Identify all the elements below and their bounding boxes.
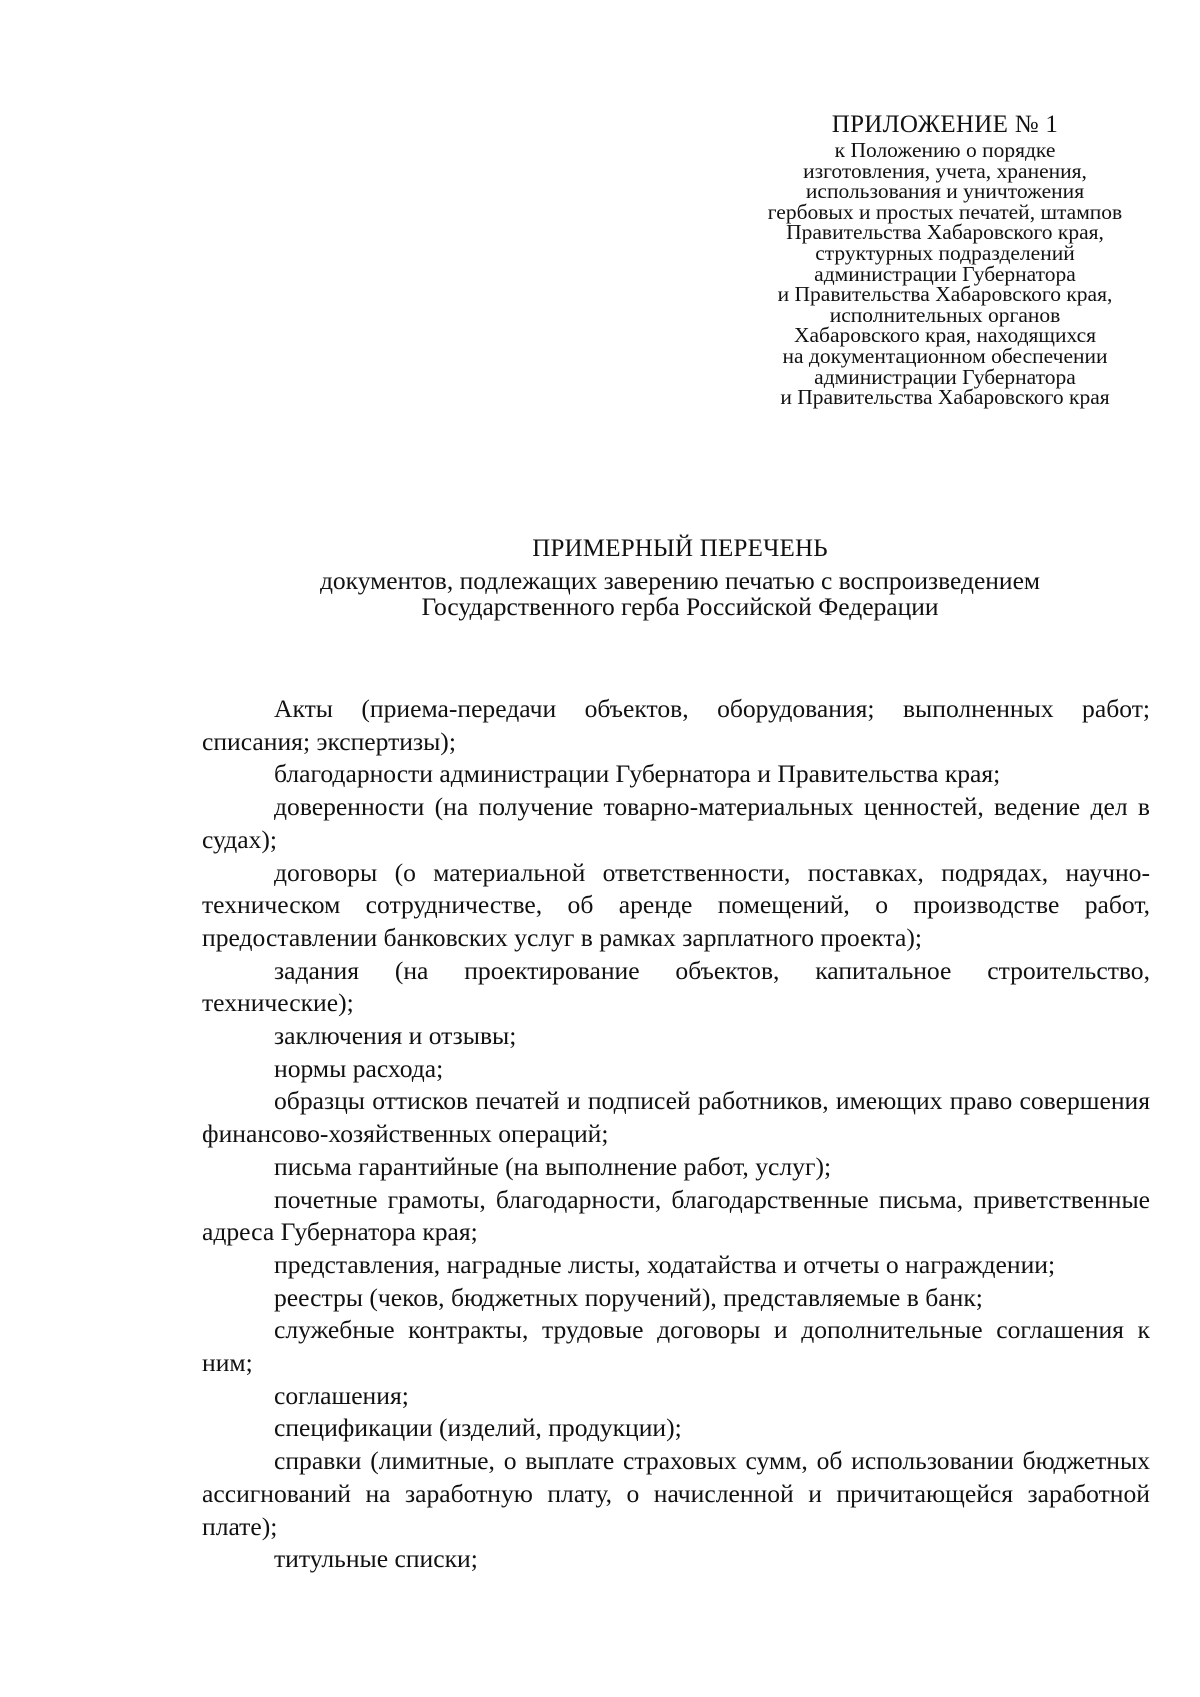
list-item: благодарности администрации Губернатора и Правительства края;: [274, 759, 1001, 789]
list-item: представления, наградные листы, ходатайства и отчеты о награждении;: [274, 1249, 1056, 1279]
document-subtitle: [0, 568, 1200, 620]
appendix-line: и Правительства Хабаровского края: [780, 385, 1110, 410]
list-item: почетные грамоты, благодарности, благодарственные письма, приветственные адреса Губернатора края;: [202, 1184, 1150, 1247]
appendix-line: гербовых и простых печатей, штампов: [767, 199, 1123, 224]
document-list: [202, 693, 1150, 1576]
list-item: доверенности (на получение товарно-материальных ценностей, ведение дел в судах);: [202, 792, 1150, 854]
appendix-line: к Положению о порядке: [834, 138, 1056, 162]
appendix-line: на документационном обеспечении: [782, 343, 1108, 368]
list-item: спецификации (изделий, продукции);: [274, 1413, 682, 1443]
list-item: служебные контракты, трудовые договоры и дополнительные соглашения к ним;: [202, 1315, 1150, 1378]
appendix-header: [740, 110, 1150, 408]
list-item: образцы оттисков печатей и подписей работников, имеющих право совершения финансово-хозяйственных операций;: [202, 1086, 1150, 1149]
appendix-title: ПРИЛОЖЕНИЕ № 1: [831, 111, 1059, 138]
appendix-line: Правительства Хабаровского края,: [786, 220, 1104, 245]
list-item: нормы расхода;: [274, 1053, 444, 1083]
list-item: реестры (чеков, бюджетных поручений), представляемые в банк;: [274, 1282, 983, 1312]
appendix-line: Хабаровского края, находящихся: [793, 323, 1097, 348]
appendix-line: использования и уничтожения: [805, 179, 1085, 204]
list-item: Акты (приема-передачи объектов, оборудования; выполненных работ; списания; экспертизы);: [202, 694, 1150, 756]
list-item: титульные списки;: [274, 1544, 478, 1574]
subtitle-line: документов, подлежащих заверению печатью с воспроизведением: [319, 566, 1041, 595]
list-item: задания (на проектирование объектов, капитальное строительство, технические);: [202, 955, 1150, 1018]
appendix-line: администрации Губернатора: [814, 261, 1076, 286]
list-item: заключения и отзывы;: [274, 1021, 517, 1051]
subtitle-line: Государственного герба Российской Федерации: [421, 592, 939, 621]
appendix-line: и Правительства Хабаровского края,: [777, 282, 1113, 307]
document-title: ПРИМЕРНЫЙ ПЕРЕЧЕНЬ: [532, 535, 828, 562]
list-item: письма гарантийные (на выполнение работ, услуг);: [274, 1151, 832, 1181]
list-item: договоры (о материальной ответственности, поставках, подрядах, научно-техническом сотрудничестве, об аренде помещений, о производстве работ, предоставлении банковских услуг в рамках зарплатного проекта);: [202, 857, 1150, 952]
appendix-line: исполнительных органов: [829, 302, 1061, 327]
appendix-line: структурных подразделений: [815, 240, 1075, 265]
appendix-line: изготовления, учета, хранения,: [803, 158, 1087, 183]
list-item: справки (лимитные, о выплате страховых сумм, об использовании бюджетных ассигнований на заработную плату, о начисленной и причитающейся заработной плате);: [202, 1446, 1150, 1541]
list-item: соглашения;: [274, 1380, 409, 1410]
appendix-line: администрации Губернатора: [814, 364, 1076, 389]
